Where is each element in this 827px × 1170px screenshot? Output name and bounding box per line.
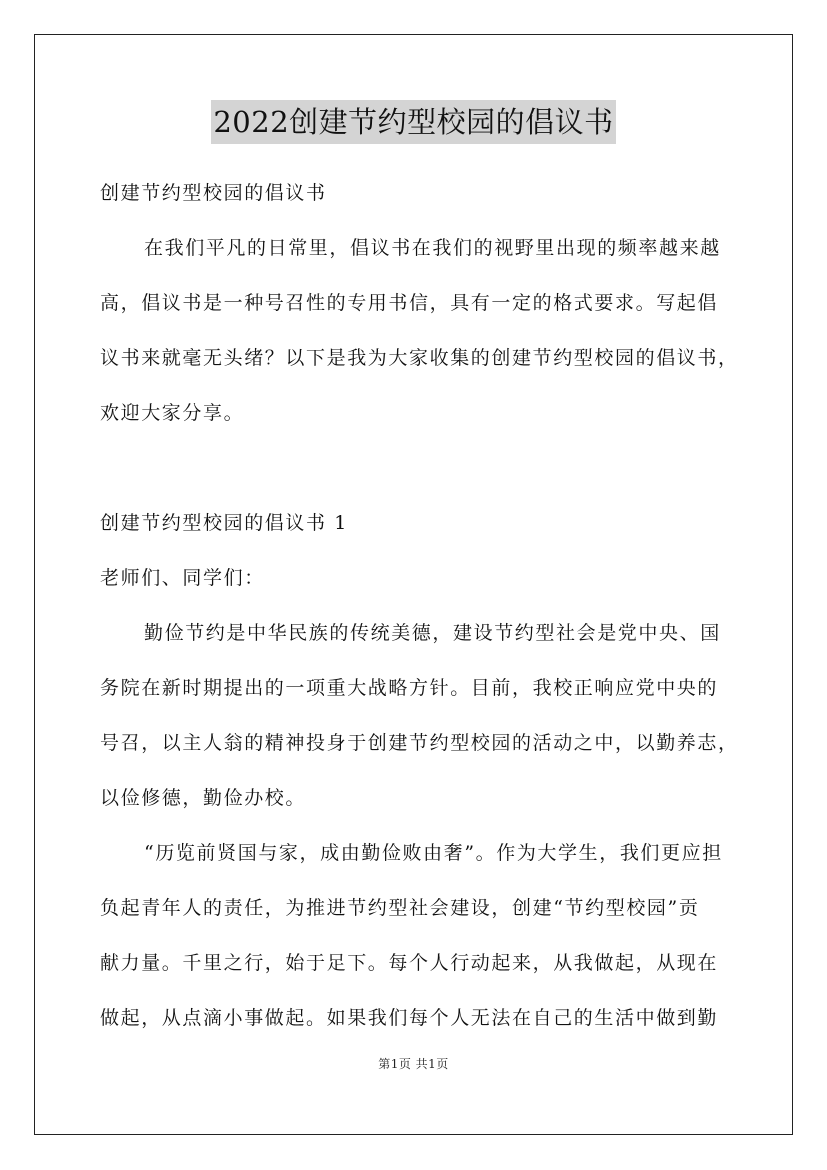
document-body: [100, 176, 739, 1056]
document-subtitle: 创建节约型校园的倡议书: [100, 182, 327, 204]
section-gap: [100, 451, 728, 506]
intro-line: 高，倡议书是一种号召性的专用书信，具有一定的格式要求。写起倡: [100, 292, 719, 314]
paragraph-line: 负起青年人的责任，为推进节约型社会建设，创建“节约型校园”贡: [100, 897, 700, 919]
intro-line: 欢迎大家分享。: [100, 402, 245, 424]
document-title: 2022创建节约型校园的倡议书: [211, 100, 615, 144]
section-heading: 创建节约型校园的倡议书 1: [100, 512, 348, 534]
intro-line: 在我们平凡的日常里，倡议书在我们的视野里出现的频率越来越: [144, 237, 721, 259]
page-footer: 第1页 共1页: [378, 1057, 449, 1071]
paragraph-line: 勤俭节约是中华民族的传统美德，建设节约型社会是党中央、国: [144, 622, 721, 644]
paragraph-line: 务院在新时期提出的一项重大战略方针。目前，我校正响应党中央的: [100, 677, 719, 699]
paragraph-1: [100, 616, 739, 815]
paragraph-2: [100, 836, 728, 1035]
intro-line: 议书来就毫无头绪？以下是我为大家收集的创建节约型校园的倡议书，: [100, 347, 739, 369]
paragraph-line: 献力量。千里之行，始于足下。每个人行动起来，从我做起，从现在: [100, 952, 719, 974]
paragraph-line: 号召，以主人翁的精神投身于创建节约型校园的活动之中，以勤养志，: [100, 732, 739, 754]
salutation: 老师们、同学们：: [100, 567, 265, 589]
title-container: [0, 100, 827, 144]
paragraph-line: “历览前贤国与家，成由勤俭败由奢”。作为大学生，我们更应担: [144, 842, 723, 864]
intro-paragraph: [100, 231, 739, 430]
paragraph-line: 以俭修德，勤俭办校。: [100, 787, 307, 809]
paragraph-line: 做起，从点滴小事做起。如果我们每个人无法在自己的生活中做到勤: [100, 1007, 719, 1029]
